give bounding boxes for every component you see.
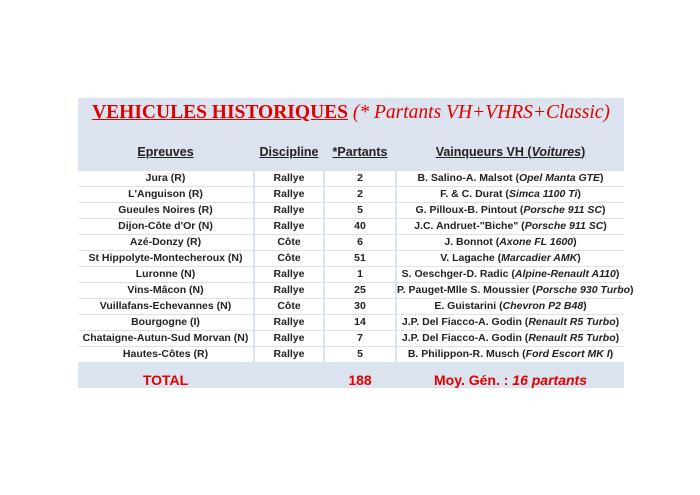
epreuve-text: Dijon-Côte d'Or (N): [118, 220, 213, 232]
drivers-text: P. Pauget-Mlle S. Moussier: [397, 284, 530, 296]
cell-discipline: [255, 187, 323, 202]
cell-discipline: [255, 235, 323, 250]
paren-open: (: [529, 284, 536, 296]
cell-discipline: [255, 251, 323, 266]
cell-vainqueurs: [397, 299, 624, 314]
partants-text: 2: [357, 188, 363, 200]
cell-vainqueurs: [397, 187, 624, 202]
drivers-text: S. Oeschger-D. Radic: [401, 268, 509, 280]
epreuve-text: Azé-Donzy (R): [129, 236, 202, 248]
cell-vainqueurs: [397, 203, 624, 218]
cell-partants: [325, 171, 395, 186]
drivers-text: J. Bonnot: [444, 236, 493, 248]
table-row: [78, 187, 624, 202]
paren-close: ): [615, 332, 620, 344]
drivers-text: J.P. Del Fiacco-A. Godin: [401, 316, 522, 328]
cell-vainqueurs: [397, 331, 624, 346]
cell-discipline: [255, 347, 323, 362]
paren-open: (: [508, 268, 515, 280]
paren-close: ): [609, 348, 614, 360]
cell-partants: [325, 283, 395, 298]
cell-epreuve: [78, 171, 253, 186]
paren-close: ): [577, 252, 581, 264]
table-row: [78, 251, 624, 266]
paren-close: ): [600, 172, 604, 184]
cell-vainqueurs: [397, 283, 634, 298]
partants-text: 51: [354, 252, 366, 264]
car-text: Chevron P2 B48: [502, 300, 584, 312]
cell-vainqueurs: [397, 347, 624, 362]
cell-epreuve: [78, 299, 253, 314]
cell-epreuve: [78, 251, 253, 266]
cell-partants: [325, 187, 395, 202]
paren-open: (: [492, 236, 500, 248]
discipline-text: Rallye: [273, 188, 305, 200]
partants-text: 30: [354, 300, 366, 312]
header-vainqueurs-suffix: ): [581, 145, 586, 159]
car-text: Marcadier AMK: [501, 252, 578, 264]
cell-epreuve: [78, 283, 253, 298]
epreuve-text: Vuillafans-Echevannes (N): [99, 300, 232, 312]
cell-vainqueurs: [397, 235, 624, 250]
car-text: Ford Escort MK I: [525, 348, 610, 360]
partants-text: 7: [357, 332, 363, 344]
car-text: Porsche 930 Turbo: [535, 284, 631, 296]
cell-epreuve: [78, 315, 253, 330]
header-vainqueurs: [397, 143, 624, 161]
partants-text: 40: [354, 220, 366, 232]
cell-discipline: [255, 171, 323, 186]
drivers-text: J.C. Andruet-"Biche": [414, 220, 519, 232]
cell-epreuve: [78, 203, 253, 218]
drivers-text: V. Lagache: [440, 252, 495, 264]
paren-open: (: [518, 220, 525, 232]
discipline-text: Rallye: [273, 284, 305, 296]
cell-discipline: [255, 315, 323, 330]
table-row: [78, 267, 624, 282]
paren-close: ): [602, 204, 606, 216]
cell-vainqueurs: [397, 251, 624, 266]
partants-text: 5: [357, 348, 363, 360]
cell-partants: [325, 203, 395, 218]
average-summary: [397, 371, 624, 389]
epreuve-text: Gueules Noires (R): [118, 204, 213, 216]
discipline-text: Rallye: [273, 204, 305, 216]
table-title: [78, 102, 624, 128]
drivers-text: E. Guistarini: [434, 300, 497, 312]
paren-open: (: [521, 332, 529, 344]
table-row: [78, 331, 624, 346]
drivers-text: B. Philippon-R. Musch: [407, 348, 520, 360]
paren-close: ): [615, 268, 620, 280]
car-text: Renault R5 Turbo: [528, 316, 616, 328]
title-main: VEHICULES HISTORIQUES: [92, 102, 348, 123]
cell-partants: [325, 267, 395, 282]
epreuve-text: Vins-Mâcon (N): [127, 284, 204, 296]
partants-text: 5: [357, 204, 363, 216]
drivers-text: B. Salino-A. Malsot: [417, 172, 513, 184]
partants-text: 25: [354, 284, 366, 296]
epreuve-text: Bourgogne (I): [131, 316, 200, 328]
partants-text: 1: [357, 268, 363, 280]
paren-close: ): [577, 188, 581, 200]
discipline-text: Côte: [277, 236, 301, 248]
cell-vainqueurs: [397, 267, 624, 282]
title-subtitle: (* Partants VH+VHRS+Classic): [352, 102, 610, 123]
total-label: TOTAL: [142, 372, 189, 388]
discipline-text: Rallye: [273, 268, 305, 280]
cell-epreuve: [78, 331, 253, 346]
cell-partants: [325, 331, 395, 346]
paren-close: ): [615, 316, 620, 328]
header-discipline: Discipline: [259, 145, 319, 159]
car-text: Renault R5 Turbo: [528, 332, 616, 344]
paren-open: (: [516, 204, 524, 216]
car-text: Alpine-Renault A110: [514, 268, 616, 280]
drivers-text: J.P. Del Fiacco-A. Godin: [401, 332, 522, 344]
total-value: 188: [348, 372, 372, 388]
discipline-text: Rallye: [273, 220, 305, 232]
partants-text: 6: [357, 236, 363, 248]
average-value: 16 partants: [512, 372, 587, 388]
table-row: [78, 235, 624, 250]
discipline-text: Côte: [277, 252, 301, 264]
paren-close: ): [573, 236, 577, 248]
paren-close: ): [583, 300, 587, 312]
discipline-text: Rallye: [273, 332, 305, 344]
car-text: Simca 1100 Ti: [508, 188, 578, 200]
cell-discipline: [255, 283, 323, 298]
cell-partants: [325, 315, 395, 330]
cell-partants: [325, 347, 395, 362]
cell-partants: [325, 219, 395, 234]
header-vainqueurs-italic: Voitures: [531, 145, 582, 159]
discipline-text: Côte: [277, 300, 301, 312]
cell-epreuve: [78, 267, 253, 282]
discipline-text: Rallye: [273, 316, 305, 328]
table-row: [78, 299, 624, 314]
cell-epreuve: [78, 219, 253, 234]
cell-vainqueurs: [397, 315, 624, 330]
epreuve-text: St Hippolyte-Montecheroux (N): [88, 252, 243, 264]
paren-open: (: [502, 188, 509, 200]
partants-text: 2: [357, 172, 363, 184]
cell-partants: [325, 251, 395, 266]
table-row: [78, 203, 624, 218]
cell-discipline: [255, 299, 323, 314]
car-text: Axone FL 1600: [499, 236, 574, 248]
paren-open: (: [519, 348, 526, 360]
discipline-text: Rallye: [273, 348, 305, 360]
paren-open: (: [512, 172, 519, 184]
header-vainqueurs-prefix: Vainqueurs VH (: [435, 145, 532, 159]
cell-epreuve: [78, 347, 253, 362]
discipline-text: Rallye: [273, 172, 305, 184]
header-partants: *Partants: [332, 145, 388, 159]
table-row: [78, 219, 624, 234]
cell-partants: [325, 235, 395, 250]
cell-discipline: [255, 203, 323, 218]
drivers-text: G. Pilloux-B. Pintout: [415, 204, 517, 216]
header-epreuves: Epreuves: [137, 145, 194, 159]
cell-epreuve: [78, 187, 253, 202]
total-row: [78, 371, 624, 389]
epreuve-text: Jura (R): [145, 172, 186, 184]
car-text: Opel Manta GTE: [518, 172, 601, 184]
car-text: Porsche 911 SC: [523, 204, 603, 216]
table-row: [78, 347, 624, 362]
paren-open: (: [496, 300, 503, 312]
table-row: [78, 315, 624, 330]
cell-partants: [325, 299, 395, 314]
paren-open: (: [494, 252, 502, 264]
paren-open: (: [521, 316, 529, 328]
column-headers: [78, 143, 624, 161]
drivers-text: F. & C. Durat: [440, 188, 503, 200]
epreuve-text: Hautes-Côtes (R): [122, 348, 209, 360]
partants-text: 14: [354, 316, 366, 328]
cell-discipline: [255, 267, 323, 282]
epreuve-text: Chataigne-Autun-Sud Morvan (N): [82, 332, 249, 344]
cell-epreuve: [78, 235, 253, 250]
cell-vainqueurs: [397, 219, 624, 234]
results-table: [78, 98, 634, 388]
table-row: [78, 171, 624, 186]
paren-close: ): [603, 220, 607, 232]
paren-close: ): [630, 284, 634, 296]
average-label: Moy. Gén. :: [433, 372, 513, 388]
epreuve-text: Luronne (N): [135, 268, 196, 280]
cell-discipline: [255, 219, 323, 234]
epreuve-text: L'Anguison (R): [128, 188, 203, 200]
car-text: Porsche 911 SC: [524, 220, 604, 232]
table-row: [78, 283, 634, 298]
cell-discipline: [255, 331, 323, 346]
cell-vainqueurs: [397, 171, 624, 186]
